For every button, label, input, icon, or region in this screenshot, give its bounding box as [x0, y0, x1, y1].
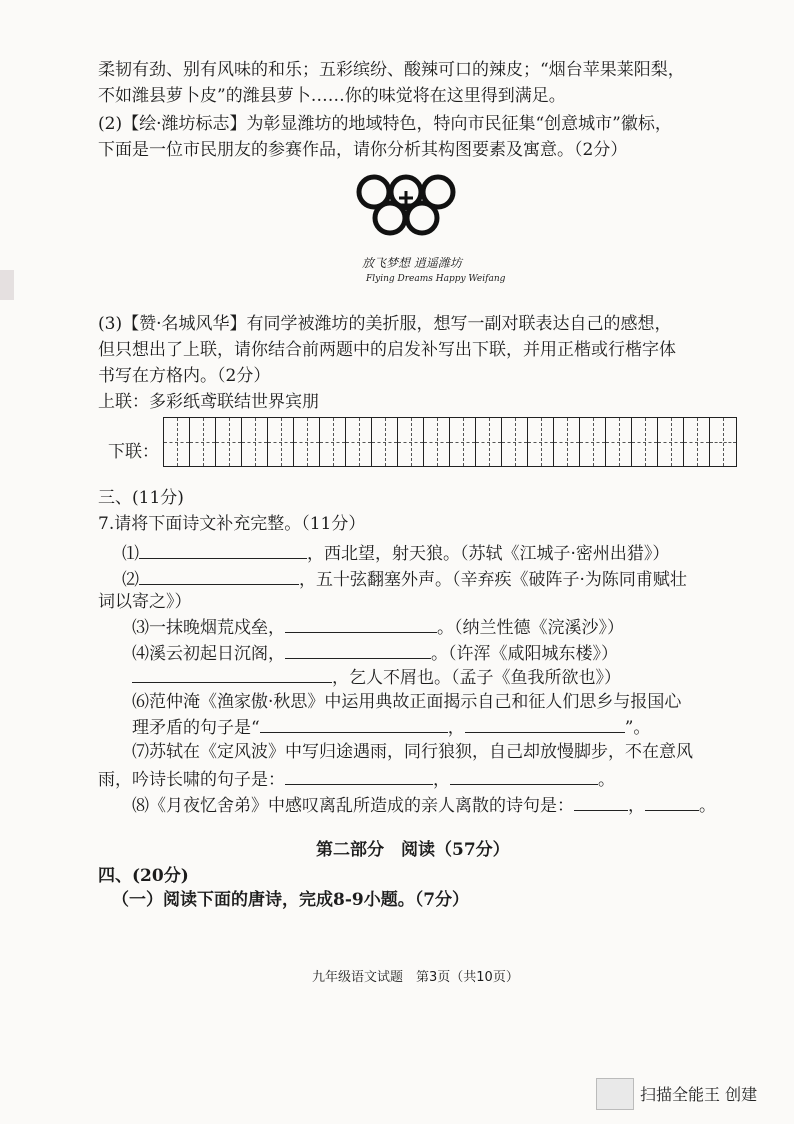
question-7-item-7-line-1: ⑺苏轼在《定风波》中写归途遇雨，同行狼狈，自己却放慢脚步，不在意风	[132, 742, 693, 762]
section-4-title: 四、(20分)	[98, 866, 189, 886]
answer-blank[interactable]	[645, 792, 699, 811]
question-7-item-8: ⑻《月夜忆舍弟》中感叹离乱所造成的亲人离散的诗句是： ， 。	[132, 792, 716, 818]
question-7-item-7-line-2: 雨，吟诗长啸的句子是： ， 。	[98, 766, 615, 792]
grid-cell[interactable]	[684, 418, 710, 466]
logo-caption-english: Flying Dreams Happy Weifang	[366, 274, 506, 284]
subsection-1-title: （一）阅读下面的唐诗，完成8-9小题。（7分）	[112, 890, 470, 910]
answer-blank[interactable]	[450, 766, 598, 785]
couplet-lower-label: 下联：	[108, 442, 159, 462]
answer-blank[interactable]	[285, 640, 431, 659]
grid-cell[interactable]	[424, 418, 450, 466]
grid-cell[interactable]	[242, 418, 268, 466]
couplet-upper-line: 上联：多彩纸鸢联结世界宾朋	[98, 392, 319, 412]
grid-cell[interactable]	[398, 418, 424, 466]
answer-blank[interactable]	[260, 714, 448, 733]
grid-cell[interactable]	[216, 418, 242, 466]
grid-cell[interactable]	[632, 418, 658, 466]
grid-cell[interactable]	[502, 418, 528, 466]
grid-cell[interactable]	[320, 418, 346, 466]
question-7-item-2: ⑵ ，五十弦翻塞外声。（辛弃疾《破阵子·为陈同甫赋壮	[122, 566, 687, 592]
part-2-title: 第二部分 阅读（57分）	[316, 840, 510, 860]
answer-blank[interactable]	[574, 792, 628, 811]
section-3-title: 三、(11分)	[98, 488, 184, 508]
answer-blank[interactable]	[285, 766, 433, 785]
grid-cell[interactable]	[606, 418, 632, 466]
paragraph-line-1: 柔韧有劲、别有风味的和乐；五彩缤纷、酸辣可口的辣皮；“烟台苹果莱阳梨，	[98, 60, 685, 80]
answer-blank[interactable]	[139, 540, 307, 559]
question-2-line-2: 下面是一位市民朋友的参赛作品，请你分析其构图要素及寓意。（2分）	[98, 140, 628, 160]
grid-cell[interactable]	[476, 418, 502, 466]
grid-cell[interactable]	[580, 418, 606, 466]
question-7-title: 7.请将下面诗文补充完整。（11分）	[98, 514, 366, 534]
scanner-logo-icon	[596, 1078, 634, 1110]
answer-blank[interactable]	[139, 566, 299, 585]
question-3-line-2: 但只想出了上联，请你结合前两题中的启发补写出下联，并用正楷或行楷字体	[98, 340, 676, 360]
grid-cell[interactable]	[294, 418, 320, 466]
paragraph-line-2: 不如潍县萝卜皮”的潍县萝卜……你的味觉将在这里得到满足。	[98, 86, 566, 106]
scanner-watermark: 扫描全能王 创建	[640, 1085, 758, 1104]
question-2-line-1: (2)【绘·潍坊标志】为彰显潍坊的地域特色，特向市民征集“创意城市”徽标，	[98, 114, 672, 134]
couplet-writing-grid[interactable]	[163, 417, 737, 467]
question-7-item-3: ⑶一抹晚烟荒戍垒， 。（纳兰性德《浣溪沙》）	[132, 614, 624, 640]
grid-cell[interactable]	[190, 418, 216, 466]
grid-cell[interactable]	[372, 418, 398, 466]
grid-cell[interactable]	[450, 418, 476, 466]
answer-blank[interactable]	[285, 614, 437, 633]
question-7-item-6-line-1: ⑹范仲淹《渔家傲·秋思》中运用典故正面揭示自己和征人们思乡与报国心	[132, 692, 682, 712]
grid-cell[interactable]	[658, 418, 684, 466]
answer-blank[interactable]	[465, 714, 625, 733]
page-footer: 九年级语文试题 第3页（共10页）	[312, 970, 519, 985]
weifang-logo-image	[356, 172, 456, 262]
question-7-item-6-line-2: 理矛盾的句子是“ ， ”。	[132, 714, 650, 740]
scan-smudge	[0, 270, 14, 300]
grid-cell[interactable]	[268, 418, 294, 466]
answer-blank[interactable]	[132, 664, 332, 683]
question-7-item-4: ⑷溪云初起日沉阁， 。（许浑《咸阳城东楼》）	[132, 640, 618, 666]
grid-cell[interactable]	[528, 418, 554, 466]
question-7-item-2-continued: 词以寄之》）	[98, 592, 192, 612]
logo-caption-chinese: 放飞梦想 逍遥潍坊	[362, 256, 462, 270]
grid-cell[interactable]	[346, 418, 372, 466]
question-7-item-5: ，乞人不屑也。（孟子《鱼我所欲也》）	[132, 664, 621, 690]
grid-cell[interactable]	[554, 418, 580, 466]
grid-cell[interactable]	[710, 418, 736, 466]
question-3-line-3: 书写在方格内。（2分）	[98, 366, 271, 386]
grid-cell[interactable]	[164, 418, 190, 466]
question-3-line-1: (3)【赞·名城风华】有同学被潍坊的美折服，想写一副对联表达自己的感想，	[98, 314, 672, 334]
question-7-item-1: ⑴ ，西北望，射天狼。（苏轼《江城子·密州出猎》）	[122, 540, 669, 566]
